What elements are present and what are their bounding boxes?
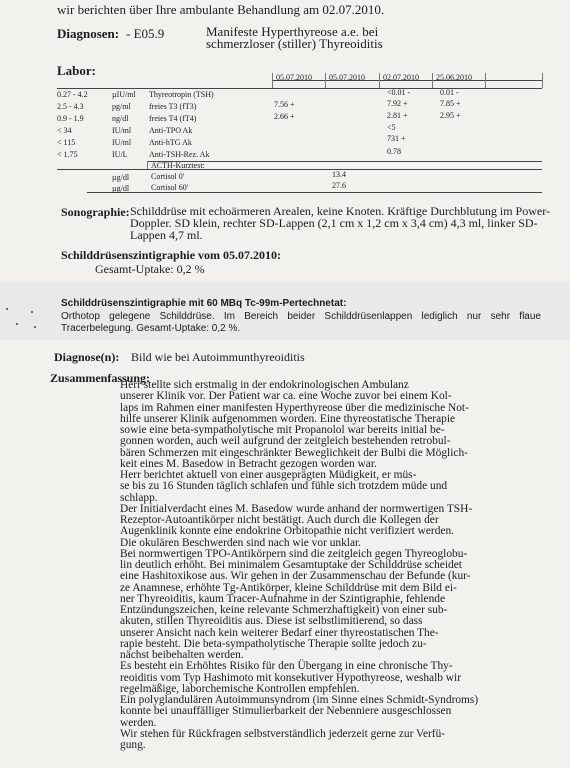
summary-line: Die okulären Beschwerden sind nach wie vor unklar. <box>120 536 362 549</box>
diagnosis-code: - E05.9 <box>126 26 165 41</box>
szintigraphie-result: Gesamt-Uptake: 0,2 % <box>95 262 205 276</box>
summary-line: Wir stehen für Rückfragen selbstverständlich jederzeit gerne zur Verfü- <box>120 727 446 740</box>
value: 731 + <box>387 134 406 143</box>
table-divider <box>325 73 326 88</box>
summary-line: keit eines M. Basedow in Betracht gezogen worden war. <box>120 457 377 470</box>
summary-line: Herr stellte sich erstmalig in der endokrinologischen Ambulanz <box>120 379 409 391</box>
test-name: Cortisol 60' <box>151 183 189 192</box>
summary-line: Herr berichtet aktuell von einer ausgeprägten Müdigkeit, er müs- <box>120 469 417 481</box>
value: <0.01 - <box>387 88 411 97</box>
summary-line: Der Initialverdacht eines M. Basedow wurde anhand der normwertigen TSH- <box>120 502 473 515</box>
ref-range: < 1.75 <box>57 150 78 159</box>
summary-line: se bis zu 16 Stunden täglich schlafen und fühle sich trotzdem müde und <box>120 480 448 493</box>
test-name: freies T3 (fT3) <box>149 102 197 111</box>
test-name: Anti-TPO Ak <box>149 126 193 135</box>
test-name: Anti-TSH-Rez. Ak <box>149 150 210 159</box>
summary-line: laps im Rahmen einer manifesten Hyperthyreose über die medizinische Not- <box>120 401 469 414</box>
summary-line: Es besteht ein Erhöhtes Risiko für den Übergang in eine chronische Thy- <box>120 660 453 673</box>
value: 0.01 - <box>440 88 459 97</box>
summary-line: Bei normwertigen TPO-Antikörpern sind die zeitgleich gegen Thyreoglobu- <box>120 547 468 560</box>
summary-line: sowie eine beta-sympatholytische mit Propanolol war bereits initial be- <box>120 424 445 436</box>
value: 7.92 + <box>387 99 408 108</box>
lab-table <box>57 71 547 193</box>
summary-line: hilfe unserer Klinik aufgenommen worden. Eine thyreostatische Therapie <box>120 412 456 425</box>
value: 2.66 + <box>274 112 295 121</box>
test-name: freies T4 (fT4) <box>149 114 197 123</box>
margin-dot <box>34 326 36 328</box>
table-rule <box>147 161 542 162</box>
zusammenfassung-heading: Zusammenfassung: <box>50 371 151 385</box>
unit: µg/dl <box>112 173 130 182</box>
value: 27.6 <box>332 181 346 190</box>
unit: µg/dl <box>112 184 130 193</box>
table-divider <box>379 73 380 88</box>
value: <5 <box>387 123 396 132</box>
table-rule <box>87 192 542 193</box>
summary-line: unserer Klinik vor. Der Patient war ca. eine Woche zuvor bei einem Kol- <box>120 390 452 403</box>
summary-line: Augenklinik konnte eine endokrine Orbitopathie nicht verifiziert werden. <box>120 525 455 538</box>
value: 2.81 + <box>387 111 408 120</box>
unit: ng/dl <box>112 114 129 123</box>
summary-line: eine Hashitoxikose aus. Wir gehen in der Zusammenschau der Befunde (kur- <box>120 570 471 583</box>
table-rule <box>57 169 542 170</box>
unit: pg/ml <box>112 102 131 111</box>
zusammenfassung-text <box>120 380 510 751</box>
value: 0.78 <box>387 147 401 156</box>
ref-range: < 34 <box>57 126 72 135</box>
summary-line: nächst beibehalten werden. <box>120 649 244 661</box>
summary-line: rapie besteht. Die beta-sympatholytische Therapie sollte jedoch zu- <box>120 637 427 650</box>
table-divider <box>542 73 543 88</box>
labor-heading: Labor: <box>57 63 96 78</box>
test-name: Cortisol 0' <box>151 172 185 181</box>
test-name: Thyreotropin (TSH) <box>149 90 214 99</box>
summary-line: Entzündungszeichen, keine relevante Schmerzhaftigkeit) von einer sub- <box>120 604 448 616</box>
table-divider <box>147 161 148 169</box>
szintigraphie-tc-text: Orthotop gelegene Schilddrüse. Im Bereich beider Schilddrüsenlappen lediglich nur sehr flaue Tracerbelegung. Gesamt-Uptake: 0,2 %. <box>61 311 541 334</box>
margin-dot <box>16 323 18 325</box>
summary-line: werden. <box>120 716 157 729</box>
date-header: 25.06.2010 <box>436 73 472 82</box>
ref-range: 2.5 - 4.3 <box>57 102 84 111</box>
summary-line: akuten, stillen Thyreoiditis aus. Diese ist selbstlimitierend, so dass <box>120 615 423 628</box>
table-divider <box>272 73 273 88</box>
ref-range: 0.9 - 1.9 <box>57 114 84 123</box>
date-header: 05.07.2010 <box>276 73 312 82</box>
summary-line: schlapp. <box>120 491 158 504</box>
value: 13.4 <box>332 170 346 179</box>
diagnosis-line: schmerzloser (stiller) Thyreoiditis <box>206 36 383 51</box>
ref-range: 0.27 - 4.2 <box>57 90 88 99</box>
ref-range: < 115 <box>57 138 76 147</box>
margin-dot <box>6 308 8 310</box>
szintigraphie-heading: Schilddrüsenszintigraphie vom 05.07.2010: <box>61 248 282 262</box>
date-header: 02.07.2010 <box>383 73 419 82</box>
unit: IU/ml <box>112 138 132 147</box>
unit: IU/ml <box>112 126 132 135</box>
summary-line: konnte bei unauffälliger Stimulierbarkeit der Nebenniere ausgeschlossen <box>120 705 452 718</box>
summary-line: gung. <box>120 739 146 751</box>
date-header: 05.07.2010 <box>329 73 365 82</box>
acth-title: ACTH-Kurztest: <box>151 161 205 170</box>
value: 7.56 + <box>274 100 295 109</box>
diagnosis-line: Manifeste Hyperthyreose a.e. bei <box>206 24 379 39</box>
summary-line: reoiditis vom Typ Hashimoto mit konsekutiver Hypothyreose, weshalb wir <box>120 671 461 684</box>
intro-text: wir berichten über Ihre ambulante Behandlung am 02.07.2010. <box>57 2 385 17</box>
summary-line: unserer Ansicht nach kein weiterer Bedarf einer thyreostatischen The- <box>120 626 439 639</box>
summary-line: gonnen worden, auch weil aufgrund der zeitgleich bestehenden retrobul- <box>120 435 451 448</box>
summary-line: lin deutlich erhöht. Bei minimalem Gesamtuptake der Schilddrüse scheidet <box>120 559 462 571</box>
table-divider <box>432 73 433 88</box>
summary-line: bären Schmerzen mit eingeschränkter Beweglichkeit der Bulbi die Möglich- <box>120 446 468 459</box>
summary-line: Ein polyglandulären Autoimmunsyndrom (im Sinne eines Schmidt-Syndroms) <box>120 694 479 706</box>
summary-line: ze Anamnese, erhöhte Tg-Antikörper, kleine Schilddrüse mit dem Bild ei- <box>120 581 457 594</box>
diagnosis-text <box>206 26 383 50</box>
test-name: Anti-hTG Ak <box>149 138 192 147</box>
szintigraphie-tc-heading: Schilddrüsenszintigraphie mit 60 MBq Tc-99m-Pertechnetat: <box>61 298 347 309</box>
margin-dot <box>31 311 33 313</box>
sonographie-text: Schilddrüse mit echoärmeren Arealen, keine Knoten. Kräftige Durchblutung im Power-Doppler. SD klein, rechter SD-Lappen (2,1 cm x 1,2 cm x 3,4 cm) 4,3 ml, linker SD-Lappen 4,7 ml. <box>130 204 550 242</box>
summary-line: Rezeptor-Autoantikörper nicht bestätigt. Auch durch die Kollegen der <box>120 514 439 526</box>
diagnose-heading: Diagnose(n): <box>54 350 120 364</box>
diagnosen-heading: Diagnosen: <box>57 26 120 41</box>
unit: IU/L <box>112 150 128 159</box>
table-divider <box>485 73 486 88</box>
summary-line: regelmäßige, laborchemische Kontrollen empfehlen. <box>120 682 360 695</box>
value: 2.95 + <box>440 111 461 120</box>
sonographie-heading: Sonographie: <box>61 205 130 219</box>
diagnose-text: Bild wie bei Autoimmunthyreoiditis <box>131 350 305 364</box>
unit: µIU/ml <box>112 90 136 99</box>
summary-line: ner Thyreoiditis, kaum Tracer-Aufnahme in der Szintigraphie, fehlende <box>120 592 446 605</box>
table-rule <box>57 88 542 89</box>
value: 7.85 + <box>440 99 461 108</box>
